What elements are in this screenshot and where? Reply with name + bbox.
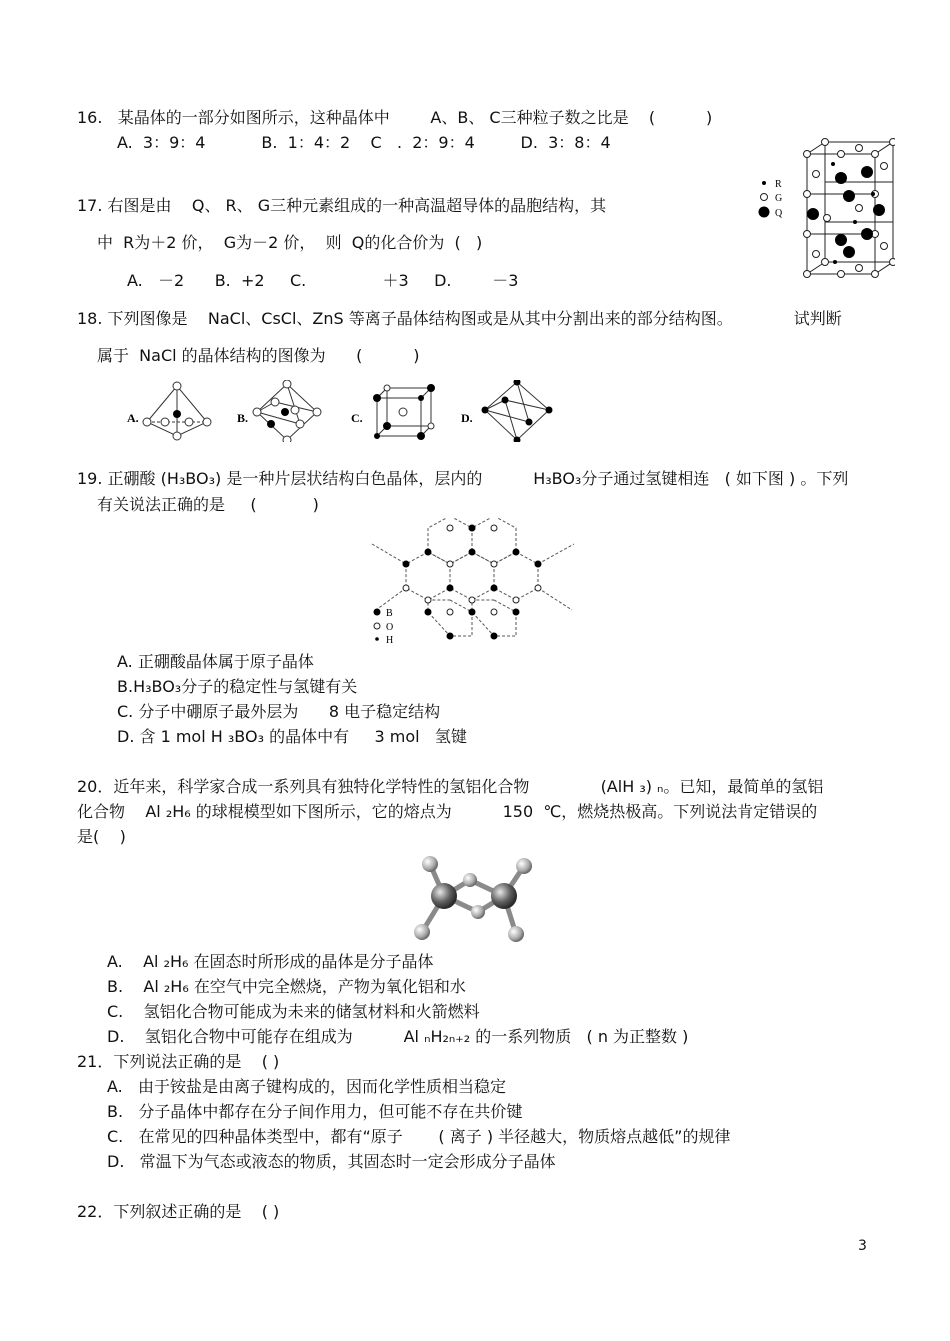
legend-q: Q: [775, 208, 783, 219]
option-a-label: A.: [127, 411, 139, 425]
option-b-label: B.: [237, 411, 249, 425]
legend-o: O: [386, 622, 394, 633]
q22-stem: 22．下列叙述正确的是 ( ): [77, 1202, 280, 1221]
q21-option-c: C. 在常见的四种晶体类型中，都有“原子 ( 离子 ) 半径越大，物质熔点越低”的规律: [107, 1127, 731, 1146]
q19-stem-line1: 19. 正硼酸 (H₃BO₃) 是一种片层状结构白色晶体，层内的 H₃BO₃分子通过氢键相连 ( 如下图 ) 。下列: [77, 469, 849, 488]
legend-h: H: [386, 635, 394, 646]
option-c-label: C.: [351, 411, 363, 425]
legend-b: B: [386, 608, 393, 619]
boric-acid-layer-figure: [362, 518, 584, 646]
q20-option-a: A. Al ₂H₆ 在固态时所形成的晶体是分子晶体: [107, 952, 434, 971]
q20-stem-line3: 是( ): [77, 827, 126, 846]
q20-stem-line2: 化合物 Al ₂H₆ 的球棍模型如下图所示，它的熔点为 150 ℃，燃烧热极高。下列说法肯定错误的: [77, 802, 818, 821]
q18-stem-line1: 18. 下列图像是 NaCl、CsCl、ZnS 等离子晶体结构图或是从其中分割出来的部分结构图。 试判断: [77, 309, 842, 328]
q21-stem: 21．下列说法正确的是 ( ): [77, 1052, 280, 1071]
q20-option-b: B. Al ₂H₆ 在空气中完全燃烧，产物为氧化铝和水: [107, 977, 466, 996]
q17-stem-line1: 17. 右图是由 Q、 R、 G三种元素组成的一种高温超导体的晶胞结构，其: [77, 196, 607, 215]
q17-options: A. －2 B. +2 C. ＋3 D. －3: [127, 271, 519, 290]
q21-option-a: A. 由于铵盐是由离子键构成的，因而化学性质相当稳定: [107, 1077, 507, 1096]
q16-options: A. 3：9：4 B. 1：4：2 C . 2：9：4 D. 3：8：4: [117, 133, 611, 152]
q21-option-b: B. 分子晶体中都存在分子间作用力，但可能不存在共价键: [107, 1102, 523, 1121]
q16-stem: 16. 某晶体的一部分如图所示，这种晶体中 A、B、 C三种粒子数之比是 ( ): [77, 108, 713, 127]
page-number: 3: [858, 1238, 867, 1254]
q21-option-d: D. 常温下为气态或液态的物质，其固态时一定会形成分子晶体: [107, 1152, 556, 1171]
q20-option-c: C. 氢铝化合物可能成为未来的储氢材料和火箭燃料: [107, 1002, 480, 1021]
al2h6-ball-stick-model: [408, 850, 548, 946]
q19-option-d: D. 含 1 mol H ₃BO₃ 的晶体中有 3 mol 氢键: [117, 727, 467, 746]
q18-stem-line2: 属于 NaCl 的晶体结构的图像为 ( ): [97, 346, 420, 365]
q17-stem-line2: 中 R为＋2 价， G为－2 价， 则 Q的化合价为 ( ): [97, 233, 483, 252]
legend-r: R: [775, 179, 782, 190]
option-d-label: D.: [461, 411, 473, 425]
q19-option-a: A. 正硼酸晶体属于原子晶体: [117, 652, 314, 671]
superconductor-cell-figure: [755, 136, 895, 286]
q19-option-b: B.H₃BO₃分子的稳定性与氢键有关: [117, 677, 358, 696]
q20-option-d: D. 氢铝化合物中可能存在组成为 Al ₙH₂ₙ₊₂ 的一系列物质 ( n 为正整数 ): [107, 1027, 689, 1046]
ionic-structure-options-figure: [125, 380, 555, 442]
q20-stem-line1: 20．近年来，科学家合成一系列具有独特化学特性的氢铝化合物 (AlH ₃) ₙ。已知，最简单的氢铝: [77, 777, 824, 796]
legend-g: G: [775, 193, 783, 204]
q19-stem-line2: 有关说法正确的是 ( ): [97, 495, 319, 514]
q19-option-c: C. 分子中硼原子最外层为 8 电子稳定结构: [117, 702, 441, 721]
